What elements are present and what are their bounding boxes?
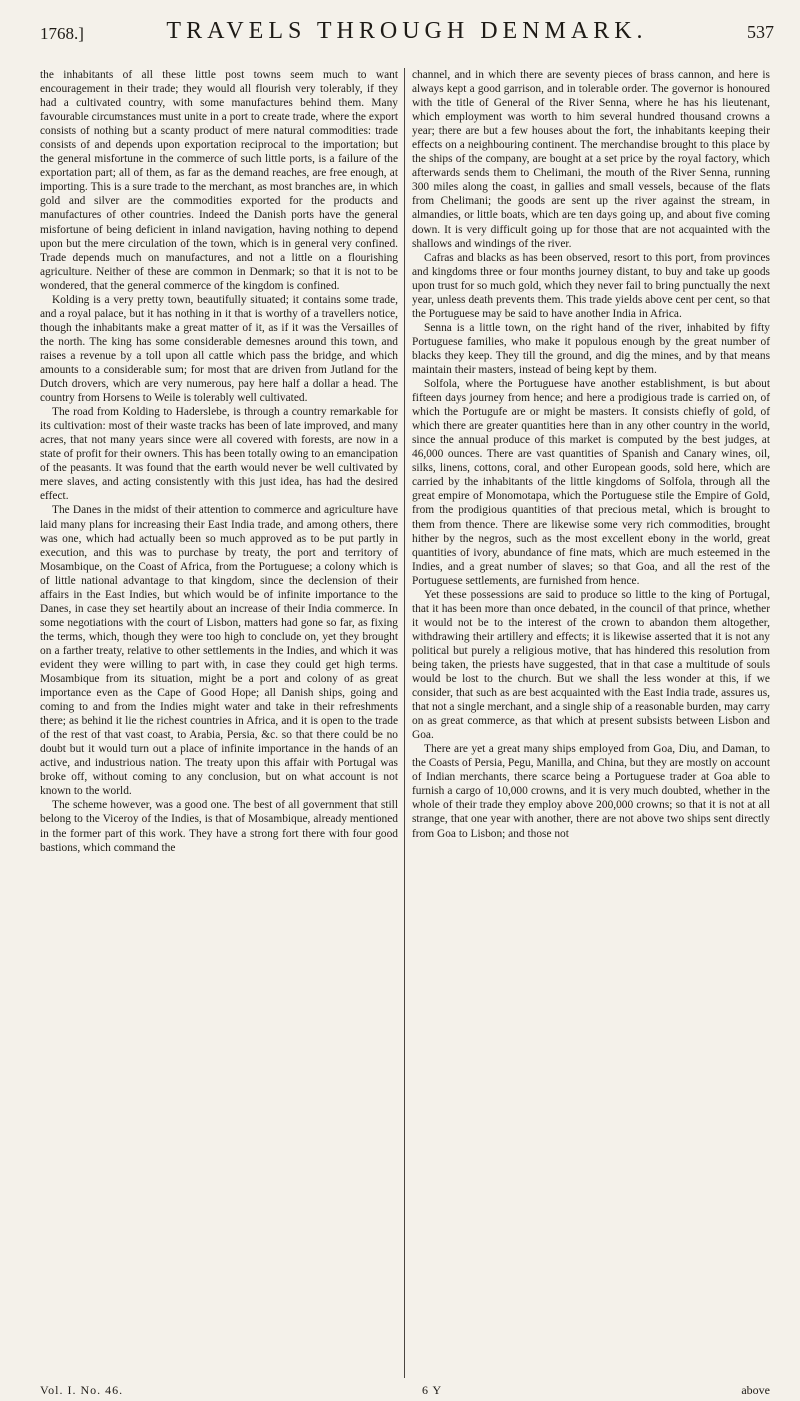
- column-divider: [404, 68, 405, 1378]
- paragraph: Cafras and blacks as has been observed, resort to this port, from provinces and kingdoms three or four months journey distant, to buy and take up goods upon trust for so much gold, which they never fail to bring punctually the next year, unless death prevents them. This trade yields above cent per cent, so that the Portuguese may be said to have another India in Africa.: [412, 251, 770, 320]
- paragraph: Senna is a little town, on the right hand of the river, inhabited by fifty Portuguese families, who make it populous enough by the great number of blacks they keep. They till the ground, and dig the mines, and by that means maintain their masters, instead of being kept by them.: [412, 321, 770, 376]
- signature-mark: 6 Y: [422, 1383, 443, 1397]
- catchword: above: [741, 1383, 770, 1397]
- paragraph: The road from Kolding to Haderslebe, is through a country remarkable for its cultivation: most of their waste tracks has been of late improved, and many acres, that not many years since were all covered with forests, are now in a state of profit for their owners. This has been totally owing to an emancipation of the peasants. It was found that the earth would never be well cultivated by mere slaves, and acting consistently with this just idea, has had the desired effect.: [40, 406, 398, 503]
- paragraph: The scheme however, was a good one. The best of all government that still belong to the Viceroy of the Indies, is that of Mosambique, already mentioned in the former part of this work. They have a strong fort there with four good bastions, which command the: [40, 799, 398, 854]
- paragraph: Kolding is a very pretty town, beautifully situated; it contains some trade, and a royal palace, but it has nothing in it that is worthy of a travellers notice, though the inhabitants make a great matter of it, as if it was the Versailles of the north. The king has some considerable demesnes around this town, and raises a revenue by a toll upon all cattle which pass the bridge, and which amounts to a considerable sum; for most that are driven from Jutland for the Dutch drovers, which are very numerous, pay here half a dollar a head. The country from Horsens to Weile is tolerably well cultivated.: [40, 293, 398, 405]
- paragraph: the inhabitants of all these little post towns seem much to want encouragement in their trade; they would all flourish very tolerably, if they had a cultivated country, with some manufactures behind them. Many favourable circumstances must unite in a port to create trade, where the export consists of nothing but a scanty product of mere natural commodities: trade consists of and depends upon exportation reciprocal to the importation; but the general misfortune in the commerce of such little ports, is a failure of the exportation part; all of them, as far as the demand reaches, are free enough, at importing. This is a sure trade to the merchant, as most branches are, in which gold and silver are the commodities exported for the products and manufactures of other countries. Indeed the Danish ports have the general misfortune of being deficient in inland navigation, having nothing to depend upon but the mere circulation of the town, which is in general very confined. Trade depends much on manufactures, and not a little on a flourishing agriculture. Neither of these are common in Denmark; so that it is not to be wondered, that the general commerce of the kingdom is confined.: [40, 69, 398, 292]
- left-column: [40, 68, 398, 855]
- paragraph: The Danes in the midst of their attention to commerce and agriculture have laid many plans for increasing their East India trade, and among others, there was one, which had actually been so much approved as to be put partly in execution, and this was to purchase by treaty, the port and territory of Mosambique, on the Coast of Africa, from the Portuguese; a colony which is of little national advantage to that kingdom, since the declension of their affairs in the East Indies, but which would be of infinite importance to the Danes, in case they set heartily about an increase of their India commerce. In some negotiations with the court of Lisbon, matters had gone so far, as fixing the terms, which, though they were too high to conclude on, yet they brought on a farther treaty, relative to other settlements in the Indies, and which it was evident they were willing to part with, in case they could get high terms. Mosambique from its situation, might be a port and colony of as great importance even as the Cape of Good Hope; all Danish ships, going and coming to and from the Indies might water and take in their refreshments there; as behind it lie the richest countries in Africa, and it is open to the trade of the rest of that vast coast, to Arabia, Persia, &c. so that there could be no doubt but it would turn out a place of infinite importance in the hands of an active, and industrious nation. The treaty upon this affair with Portugal was broke off, without coming to any conclusion, but on what account is not known to the world.: [40, 504, 398, 798]
- running-header: [40, 18, 774, 58]
- paragraph: Solfola, where the Portuguese have another establishment, is but about fifteen days journey from hence; and here a prodigious trade is carried on, of which the Portugufe are or might be masters. It consists chiefly of gold, of which there are greater quantities here than in any other country in the world, since the annual produce of this market is computed by the best judges, at 46,000 ounces. There are vast quantities of Spanish and Canary wines, oil, silks, linens, cottons, coral, and other European goods, sold here, which are carried by the inhabitants of the little kingdoms of Solfola, through all the great empire of Monomotapa, which the Portuguese stile the Empire of Gold, from the prodigious quantities of that precious metal, which is brought to them from thence. There are likewise some very rich commodities, brought hither by the negros, such as the most excellent ebony in the world, great quantities of ivory, abundance of fine mats, which are much esteemed in the Indies, and a great number of slaves; so that Goa, and all the rest of the Portuguese settlements, are furnished from hence.: [412, 378, 770, 587]
- page-number: 537: [747, 22, 774, 42]
- header-title: TRAVELS THROUGH DENMARK.: [166, 18, 648, 44]
- volume-number: Vol. I. No. 46.: [40, 1383, 124, 1397]
- paragraph: Yet these possessions are said to produce so little to the king of Portugal, that it has been more than once debated, in the council of that prince, whether it would not be to the interest of the crown to abandon them altogether, withdrawing their artillery and effects; it is likewise asserted that it is not any political but purely a religious motive, that has hindered this resolution from being taken, the priests have suggested, that in that case a multitude of souls would be lost to the church. But we shall the less wonder at this, if we consider, that such as are best acquainted with the East India trade, assures us, that not a single merchant, and a single ship of a reasonable burden, may carry on as great commerce, as that which at present subsists between Lisbon and Goa.: [412, 588, 770, 742]
- header-year: 1768.]: [40, 24, 84, 43]
- paragraph: There are yet a great many ships employed from Goa, Diu, and Daman, to the Coasts of Persia, Pegu, Manilla, and China, but they are mostly on account of Indian merchants, there scarce being a Portuguese trader at Goa able to furnish a cargo of 10,000 crowns, and it is very much doubted, whether in the whole of their trade they employ above 200,000 crowns; so that it is not at all strange, that one year with another, there are not above two ships sent directly from Goa to Lisbon; and those not: [412, 743, 770, 840]
- paragraph: channel, and in which there are seventy pieces of brass cannon, and here is always kept a good garrison, and in tolerable order. The governor is honoured with the title of General of the River Senna, where he has his lieutenant, which employment was worth to him several hundred thousand crowns a year; there are but a few houses about the fort, the inhabitants keeping their effects on a neighbouring continent. The merchandise brought to this place by the ships of the company, are bought at a set price by the royal factory, which afterwards sends them to Chelimani, the mouth of the River Senna, running 300 miles along the coast, in gallies and small vessels, because of the flats from Chelimani; the goods are sent up the river against the stream, in almandies, or little boats, which are ten days going up, and about five coming down. It is very difficult going up for those that are not acquainted with the shallows and windings of the river.: [412, 69, 770, 250]
- right-column: [412, 68, 770, 841]
